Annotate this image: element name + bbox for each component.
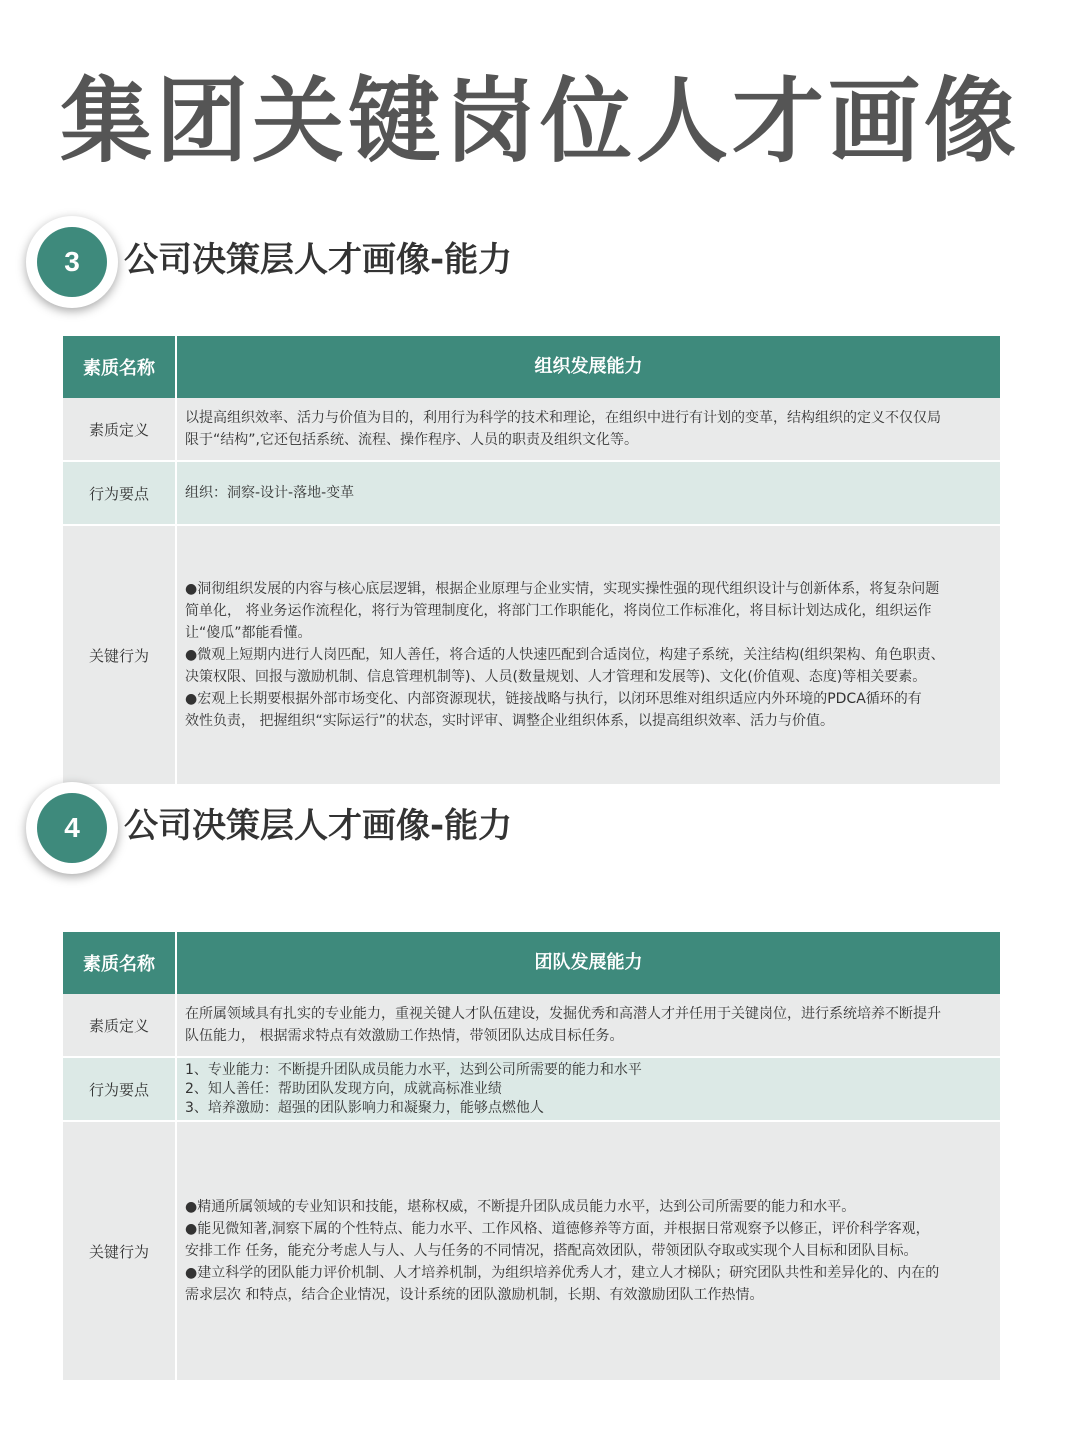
definition-label: 素质定义 (63, 398, 177, 460)
keypoint-line: 组织：洞察-设计-落地-变革 (185, 485, 355, 501)
competency-table (63, 932, 1000, 1380)
behavior-text (177, 526, 1000, 784)
keypoints-text (177, 462, 1000, 524)
behavior-line: 决策权限、回报与激励机制、信息管理机制等)、人员(数量规划、人才管理和发展等)、文化(价值观、态度)等相关要素。 (185, 669, 927, 685)
keypoint-line: 2、知人善任：帮助团队发现方向，成就高标准业绩 (185, 1080, 502, 1097)
definition-line: 在所属领域具有扎实的专业能力，重视关键人才队伍建设，发掘优秀和高潜人才并任用于关键岗位，进行系统培养不断提升 (185, 1006, 941, 1022)
section-number: 4 (37, 793, 107, 863)
behavior-text (177, 1122, 1000, 1380)
behavior-line: ●微观上短期内进行人岗匹配，知人善任，将合适的人快速匹配到合适岗位，构建子系统，关注结构(组织架构、角色职责、 (185, 647, 945, 663)
definition-line: 限于“结构”,它还包括系统、流程、操作程序、人员的职责及组织文化等。 (185, 432, 638, 448)
keypoints-row (63, 1056, 1000, 1120)
competency-table (63, 336, 1000, 784)
behavior-line: 让“傻瓜”都能看懂。 (185, 625, 312, 641)
section-number: 3 (37, 227, 107, 297)
behavior-line: ●能见微知著,洞察下属的个性特点、能力水平、工作风格、道德修养等方面，并根据日常观察予以修正，评价科学客观， (185, 1221, 930, 1237)
page-title: 集团关键岗位人才画像 (59, 68, 1020, 175)
header-label: 素质名称 (63, 932, 177, 994)
competency-name: 团队发展能力 (534, 952, 643, 973)
definition-row (63, 398, 1000, 460)
behavior-line: 效性负责， 把握组织“实际运行”的状态，实时评审、调整企业组织体系，以提高组织效率、活力与价值。 (185, 713, 834, 729)
definition-row (63, 994, 1000, 1056)
definition-text (177, 994, 1000, 1056)
keypoint-line: 3、培养激励：超强的团队影响力和凝聚力，能够点燃他人 (185, 1099, 544, 1116)
behavior-line: ●宏观上长期要根据外部市场变化、内部资源现状，链接战略与执行，以闭环思维对组织适应内外环境的PDCA循环的有 (185, 691, 922, 707)
behavior-row (63, 524, 1000, 784)
behavior-line: ●洞彻组织发展的内容与核心底层逻辑，根据企业原理与企业实情，实现实操性强的现代组织设计与创新体系，将复杂问题 (185, 581, 940, 597)
section-title: 公司决策层人才画像-能力 (124, 240, 513, 280)
behavior-line: 需求层次 和特点，结合企业情况，设计系统的团队激励机制，长期、有效激励团队工作热情。 (185, 1287, 764, 1303)
table-header-row (63, 336, 1000, 398)
keypoint-line: 1、专业能力：不断提升团队成员能力水平，达到公司所需要的能力和水平 (185, 1061, 642, 1078)
keypoints-row (63, 460, 1000, 524)
section-heading (26, 216, 726, 312)
table-header-row (63, 932, 1000, 994)
behavior-line: 安排工作 任务，能充分考虑人与人、人与任务的不同情况，搭配高效团队，带领团队夺取或实现个人目标和团队目标。 (185, 1243, 918, 1259)
definition-line: 以提高组织效率、活力与价值为目的，利用行为科学的技术和理论，在组织中进行有计划的变革，结构组织的定义不仅仅局 (185, 410, 941, 426)
behavior-label: 关键行为 (63, 1122, 177, 1380)
keypoints-label: 行为要点 (63, 462, 177, 524)
definition-line: 队伍能力， 根据需求特点有效激励工作热情，带领团队达成目标任务。 (185, 1028, 624, 1044)
section-heading (26, 782, 726, 878)
competency-name: 组织发展能力 (534, 356, 643, 377)
section-number-badge (26, 216, 118, 308)
keypoints-text (177, 1058, 1000, 1120)
header-label: 素质名称 (63, 336, 177, 398)
behavior-line: ●建立科学的团队能力评价机制、人才培养机制，为组织培养优秀人才，建立人才梯队；研究团队共性和差异化的、内在的 (185, 1265, 940, 1281)
behavior-line: ●精通所属领域的专业知识和技能，堪称权威，不断提升团队成员能力水平，达到公司所需要的能力和水平。 (185, 1199, 856, 1215)
keypoints-label: 行为要点 (63, 1058, 177, 1120)
behavior-line: 简单化， 将业务运作流程化，将行为管理制度化，将部门工作职能化，将岗位工作标准化，将目标计划达成化，组织运作 (185, 603, 932, 619)
definition-text (177, 398, 1000, 460)
definition-label: 素质定义 (63, 994, 177, 1056)
section-title: 公司决策层人才画像-能力 (124, 806, 513, 846)
section-number-badge (26, 782, 118, 874)
behavior-row (63, 1120, 1000, 1380)
behavior-label: 关键行为 (63, 526, 177, 784)
